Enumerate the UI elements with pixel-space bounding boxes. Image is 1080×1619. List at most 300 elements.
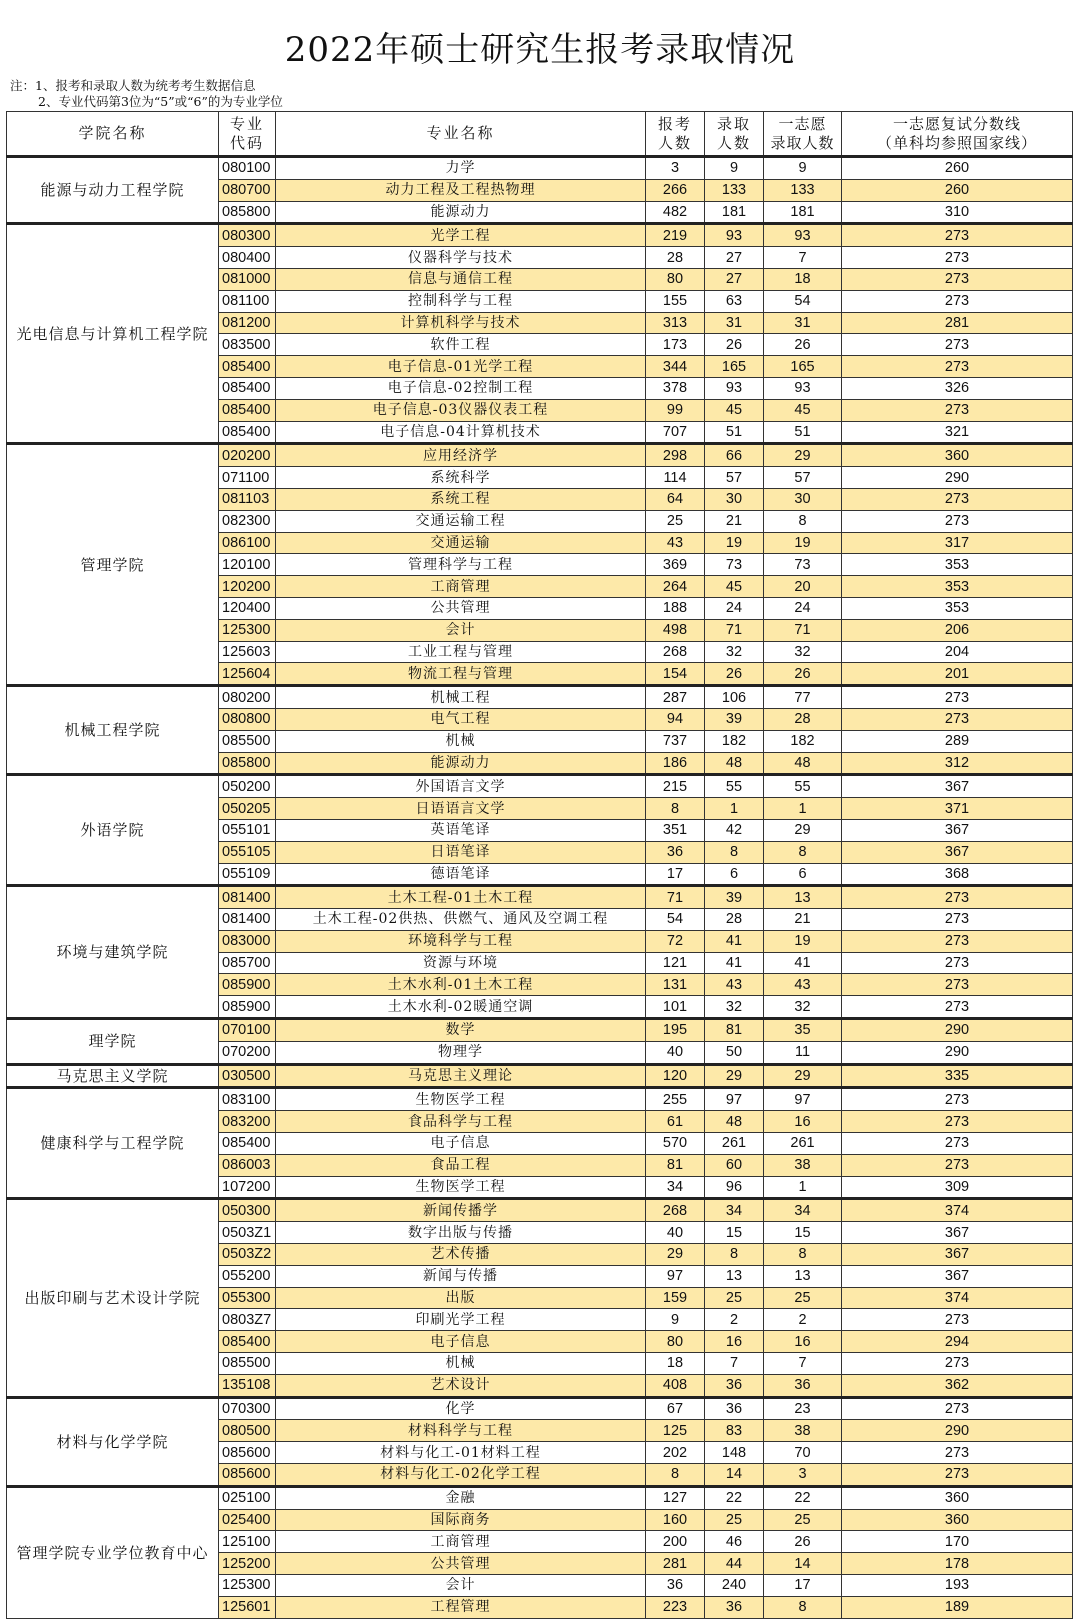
admitted-count: 93: [705, 377, 764, 399]
major-name: 艺术设计: [276, 1374, 646, 1397]
major-name: 土木水利-01土木工程: [276, 974, 646, 996]
admitted-count: 25: [705, 1287, 764, 1309]
applied-count: 131: [646, 974, 705, 996]
major-code: 081200: [219, 312, 276, 334]
applied-count: 120: [646, 1064, 705, 1088]
first-choice-count: 26: [764, 663, 842, 686]
score-line: 273: [842, 510, 1073, 532]
major-name: 工程管理: [276, 1596, 646, 1618]
major-code: 081000: [219, 268, 276, 290]
major-name: 金融: [276, 1486, 646, 1509]
table-row: [7, 1064, 1073, 1088]
first-choice-count: 57: [764, 467, 842, 489]
admitted-count: 34: [705, 1199, 764, 1222]
first-choice-count: 51: [764, 421, 842, 444]
admitted-count: 27: [705, 268, 764, 290]
applied-count: 18: [646, 1353, 705, 1375]
score-line: 260: [842, 157, 1073, 180]
score-line: 273: [842, 952, 1073, 974]
major-code: 050200: [219, 775, 276, 798]
applied-count: 8: [646, 798, 705, 820]
score-line: 321: [842, 421, 1073, 444]
major-name: 光学工程: [276, 224, 646, 247]
score-line: 367: [842, 1222, 1073, 1244]
score-line: 294: [842, 1331, 1073, 1353]
applied-count: 40: [646, 1222, 705, 1244]
major-name: 环境科学与工程: [276, 930, 646, 952]
first-choice-count: 8: [764, 1596, 842, 1618]
major-code: 070200: [219, 1041, 276, 1064]
applied-count: 71: [646, 886, 705, 909]
major-name: 系统科学: [276, 467, 646, 489]
major-name: 新闻与传播: [276, 1265, 646, 1287]
table-row: [7, 1019, 1073, 1042]
first-choice-count: 38: [764, 1420, 842, 1442]
college-group: [7, 886, 1073, 1019]
first-choice-count: 93: [764, 224, 842, 247]
applied-count: 72: [646, 930, 705, 952]
major-code: 071100: [219, 467, 276, 489]
admitted-count: 261: [705, 1133, 764, 1155]
applied-count: 255: [646, 1088, 705, 1111]
admitted-count: 73: [705, 554, 764, 576]
applied-count: 195: [646, 1019, 705, 1042]
first-choice-count: 93: [764, 377, 842, 399]
major-name: 工商管理: [276, 1531, 646, 1553]
admitted-count: 22: [705, 1486, 764, 1509]
admitted-count: 181: [705, 201, 764, 224]
college-name: 外语学院: [7, 775, 219, 886]
table-row: [7, 157, 1073, 180]
first-choice-count: 21: [764, 909, 842, 931]
applied-count: 3: [646, 157, 705, 180]
college-name: 光电信息与计算机工程学院: [7, 224, 219, 444]
admitted-count: 25: [705, 1509, 764, 1531]
major-code: 082300: [219, 510, 276, 532]
admitted-count: 51: [705, 421, 764, 444]
major-name: 日语笔译: [276, 841, 646, 863]
admitted-count: 30: [705, 488, 764, 510]
admitted-count: 63: [705, 290, 764, 312]
score-line: 189: [842, 1596, 1073, 1618]
first-choice-count: 54: [764, 290, 842, 312]
major-code: 083000: [219, 930, 276, 952]
score-line: 273: [842, 974, 1073, 996]
score-line: 368: [842, 863, 1073, 886]
score-line: 273: [842, 886, 1073, 909]
score-line: 273: [842, 1442, 1073, 1464]
admitted-count: 165: [705, 356, 764, 378]
major-code: 080400: [219, 247, 276, 269]
major-name: 电气工程: [276, 708, 646, 730]
major-name: 系统工程: [276, 488, 646, 510]
major-name: 日语语言文学: [276, 798, 646, 820]
first-choice-count: 55: [764, 775, 842, 798]
first-choice-count: 36: [764, 1374, 842, 1397]
applied-count: 298: [646, 444, 705, 467]
major-name: 生物医学工程: [276, 1176, 646, 1199]
table-row: [7, 1088, 1073, 1111]
score-line: 374: [842, 1199, 1073, 1222]
applied-count: 378: [646, 377, 705, 399]
note-line: 2、专业代码第3位为“5”或“6”的为专业学位: [38, 94, 283, 109]
applied-count: 266: [646, 179, 705, 201]
major-code: 125603: [219, 641, 276, 663]
score-line: 260: [842, 179, 1073, 201]
major-name: 生物医学工程: [276, 1088, 646, 1111]
admitted-count: 93: [705, 224, 764, 247]
major-name: 土木水利-02暖通空调: [276, 996, 646, 1019]
major-code: 025100: [219, 1486, 276, 1509]
first-choice-count: 16: [764, 1331, 842, 1353]
admitted-count: 36: [705, 1397, 764, 1420]
score-line: 290: [842, 1041, 1073, 1064]
applied-count: 173: [646, 334, 705, 356]
applied-count: 80: [646, 1331, 705, 1353]
score-line: 367: [842, 1244, 1073, 1266]
score-line: 273: [842, 1397, 1073, 1420]
major-code: 050205: [219, 798, 276, 820]
admitted-count: 9: [705, 157, 764, 180]
college-name: 机械工程学院: [7, 686, 219, 775]
first-choice-count: 182: [764, 730, 842, 752]
major-name: 公共管理: [276, 1553, 646, 1575]
admitted-count: 21: [705, 510, 764, 532]
applied-count: 344: [646, 356, 705, 378]
admitted-count: 19: [705, 532, 764, 554]
first-choice-count: 70: [764, 1442, 842, 1464]
admitted-count: 14: [705, 1464, 764, 1487]
score-line: 281: [842, 312, 1073, 334]
major-code: 085700: [219, 952, 276, 974]
first-choice-count: 8: [764, 1244, 842, 1266]
major-name: 材料与化工-02化学工程: [276, 1464, 646, 1487]
major-name: 软件工程: [276, 334, 646, 356]
admitted-count: 71: [705, 619, 764, 641]
major-code: 086003: [219, 1154, 276, 1176]
major-code: 085800: [219, 201, 276, 224]
first-choice-count: 24: [764, 597, 842, 619]
score-line: 273: [842, 290, 1073, 312]
major-code: 0503Z1: [219, 1222, 276, 1244]
major-code: 085500: [219, 730, 276, 752]
score-line: 312: [842, 752, 1073, 775]
applied-count: 34: [646, 1176, 705, 1199]
admitted-count: 96: [705, 1176, 764, 1199]
first-choice-count: 41: [764, 952, 842, 974]
college-group: [7, 1397, 1073, 1486]
major-code: 080500: [219, 1420, 276, 1442]
major-name: 电子信息-03仪器仪表工程: [276, 399, 646, 421]
score-line: 193: [842, 1575, 1073, 1597]
applied-count: 125: [646, 1420, 705, 1442]
major-name: 数字出版与传播: [276, 1222, 646, 1244]
major-name: 材料科学与工程: [276, 1420, 646, 1442]
score-line: 273: [842, 399, 1073, 421]
major-name: 印刷光学工程: [276, 1309, 646, 1331]
score-line: 273: [842, 224, 1073, 247]
admitted-count: 15: [705, 1222, 764, 1244]
header-major: 专业名称: [276, 112, 646, 157]
first-choice-count: 9: [764, 157, 842, 180]
admitted-count: 29: [705, 1064, 764, 1088]
major-code: 055300: [219, 1287, 276, 1309]
college-name: 管理学院: [7, 444, 219, 686]
college-group: [7, 1064, 1073, 1088]
first-choice-count: 32: [764, 641, 842, 663]
first-choice-count: 31: [764, 312, 842, 334]
admitted-count: 182: [705, 730, 764, 752]
first-choice-count: 8: [764, 510, 842, 532]
major-name: 力学: [276, 157, 646, 180]
major-name: 电子信息-01光学工程: [276, 356, 646, 378]
first-choice-count: 35: [764, 1019, 842, 1042]
score-line: 360: [842, 1486, 1073, 1509]
admitted-count: 13: [705, 1265, 764, 1287]
score-line: 273: [842, 996, 1073, 1019]
major-code: 050300: [219, 1199, 276, 1222]
applied-count: 28: [646, 247, 705, 269]
major-code: 030500: [219, 1064, 276, 1088]
applied-count: 94: [646, 708, 705, 730]
major-name: 会计: [276, 1575, 646, 1597]
major-name: 新闻传播学: [276, 1199, 646, 1222]
table-row: [7, 444, 1073, 467]
admitted-count: 81: [705, 1019, 764, 1042]
applied-count: 54: [646, 909, 705, 931]
major-name: 公共管理: [276, 597, 646, 619]
first-choice-count: 261: [764, 1133, 842, 1155]
applied-count: 264: [646, 576, 705, 598]
first-choice-count: 97: [764, 1088, 842, 1111]
table-row: [7, 1397, 1073, 1420]
major-code: 055101: [219, 819, 276, 841]
major-code: 085500: [219, 1353, 276, 1375]
applied-count: 8: [646, 1464, 705, 1487]
major-code: 0803Z7: [219, 1309, 276, 1331]
score-line: 367: [842, 775, 1073, 798]
applied-count: 36: [646, 841, 705, 863]
first-choice-count: 16: [764, 1111, 842, 1133]
score-line: 273: [842, 488, 1073, 510]
major-name: 土木工程-02供热、供燃气、通风及空调工程: [276, 909, 646, 931]
college-group: [7, 157, 1073, 224]
major-code: 085900: [219, 974, 276, 996]
score-line: 273: [842, 356, 1073, 378]
major-name: 数学: [276, 1019, 646, 1042]
first-choice-count: 1: [764, 1176, 842, 1199]
major-code: 025400: [219, 1509, 276, 1531]
major-code: 055105: [219, 841, 276, 863]
applied-count: 215: [646, 775, 705, 798]
header-admitted: 录取 人数: [705, 112, 764, 157]
major-name: 控制科学与工程: [276, 290, 646, 312]
college-name: 环境与建筑学院: [7, 886, 219, 1019]
score-line: 201: [842, 663, 1073, 686]
score-line: 309: [842, 1176, 1073, 1199]
applied-count: 97: [646, 1265, 705, 1287]
first-choice-count: 22: [764, 1486, 842, 1509]
college-group: [7, 775, 1073, 886]
score-line: 367: [842, 1265, 1073, 1287]
major-name: 英语笔译: [276, 819, 646, 841]
score-line: 204: [842, 641, 1073, 663]
score-line: 290: [842, 1420, 1073, 1442]
first-choice-count: 29: [764, 444, 842, 467]
admitted-count: 44: [705, 1553, 764, 1575]
major-name: 工业工程与管理: [276, 641, 646, 663]
admitted-count: 133: [705, 179, 764, 201]
applied-count: 81: [646, 1154, 705, 1176]
major-code: 055200: [219, 1265, 276, 1287]
applied-count: 114: [646, 467, 705, 489]
college-name: 理学院: [7, 1019, 219, 1065]
first-choice-count: 6: [764, 863, 842, 886]
first-choice-count: 1: [764, 798, 842, 820]
score-line: 273: [842, 1154, 1073, 1176]
score-line: 273: [842, 334, 1073, 356]
major-name: 土木工程-01土木工程: [276, 886, 646, 909]
score-line: 273: [842, 686, 1073, 709]
first-choice-count: 28: [764, 708, 842, 730]
admitted-count: 48: [705, 1111, 764, 1133]
applied-count: 80: [646, 268, 705, 290]
major-code: 080200: [219, 686, 276, 709]
first-choice-count: 181: [764, 201, 842, 224]
score-line: 273: [842, 1464, 1073, 1487]
applied-count: 155: [646, 290, 705, 312]
first-choice-count: 20: [764, 576, 842, 598]
score-line: 273: [842, 708, 1073, 730]
first-choice-count: 7: [764, 247, 842, 269]
score-line: 290: [842, 467, 1073, 489]
score-line: 335: [842, 1064, 1073, 1088]
admitted-count: 46: [705, 1531, 764, 1553]
college-name: 材料与化学学院: [7, 1397, 219, 1486]
admitted-count: 41: [705, 930, 764, 952]
applied-count: 160: [646, 1509, 705, 1531]
applied-count: 200: [646, 1531, 705, 1553]
first-choice-count: 133: [764, 179, 842, 201]
admitted-count: 50: [705, 1041, 764, 1064]
first-choice-count: 7: [764, 1353, 842, 1375]
applied-count: 482: [646, 201, 705, 224]
first-choice-count: 26: [764, 334, 842, 356]
major-code: 125604: [219, 663, 276, 686]
major-name: 电子信息-04计算机技术: [276, 421, 646, 444]
applied-count: 101: [646, 996, 705, 1019]
applied-count: 202: [646, 1442, 705, 1464]
applied-count: 188: [646, 597, 705, 619]
major-name: 食品工程: [276, 1154, 646, 1176]
admitted-count: 32: [705, 996, 764, 1019]
applied-count: 127: [646, 1486, 705, 1509]
admitted-count: 39: [705, 886, 764, 909]
score-line: 178: [842, 1553, 1073, 1575]
major-name: 交通运输: [276, 532, 646, 554]
major-code: 085400: [219, 377, 276, 399]
applied-count: 64: [646, 488, 705, 510]
admitted-count: 148: [705, 1442, 764, 1464]
admitted-count: 57: [705, 467, 764, 489]
major-code: 125200: [219, 1553, 276, 1575]
major-name: 交通运输工程: [276, 510, 646, 532]
college-group: [7, 1486, 1073, 1618]
major-code: 085400: [219, 421, 276, 444]
major-code: 020200: [219, 444, 276, 467]
major-code: 086100: [219, 532, 276, 554]
admitted-count: 97: [705, 1088, 764, 1111]
major-code: 080700: [219, 179, 276, 201]
first-choice-count: 30: [764, 488, 842, 510]
admitted-count: 48: [705, 752, 764, 775]
admitted-count: 36: [705, 1374, 764, 1397]
score-line: 273: [842, 1133, 1073, 1155]
score-line: 273: [842, 268, 1073, 290]
college-group: [7, 1199, 1073, 1397]
major-code: 085900: [219, 996, 276, 1019]
admitted-count: 26: [705, 334, 764, 356]
college-group: [7, 1019, 1073, 1065]
note-line: 注：1、报考和录取人数为统考考生数据信息: [10, 78, 256, 93]
major-code: 125300: [219, 619, 276, 641]
applied-count: 570: [646, 1133, 705, 1155]
header-score-line: 一志愿复试分数线 （单科均参照国家线）: [842, 112, 1073, 157]
score-line: 367: [842, 819, 1073, 841]
table-row: [7, 775, 1073, 798]
admitted-count: 6: [705, 863, 764, 886]
score-line: 353: [842, 554, 1073, 576]
admission-table: [6, 111, 1073, 1619]
score-line: 374: [842, 1287, 1073, 1309]
first-choice-count: 32: [764, 996, 842, 1019]
first-choice-count: 19: [764, 532, 842, 554]
score-line: 273: [842, 247, 1073, 269]
admitted-count: 28: [705, 909, 764, 931]
major-code: 080800: [219, 708, 276, 730]
first-choice-count: 19: [764, 930, 842, 952]
major-code: 120200: [219, 576, 276, 598]
applied-count: 159: [646, 1287, 705, 1309]
applied-count: 40: [646, 1041, 705, 1064]
major-code: 083200: [219, 1111, 276, 1133]
applied-count: 287: [646, 686, 705, 709]
applied-count: 408: [646, 1374, 705, 1397]
first-choice-count: 165: [764, 356, 842, 378]
score-line: 273: [842, 1111, 1073, 1133]
score-line: 273: [842, 909, 1073, 931]
applied-count: 43: [646, 532, 705, 554]
applied-count: 281: [646, 1553, 705, 1575]
major-name: 德语笔译: [276, 863, 646, 886]
first-choice-count: 23: [764, 1397, 842, 1420]
first-choice-count: 3: [764, 1464, 842, 1487]
first-choice-count: 29: [764, 819, 842, 841]
applied-count: 313: [646, 312, 705, 334]
major-name: 机械: [276, 1353, 646, 1375]
first-choice-count: 43: [764, 974, 842, 996]
major-code: 080300: [219, 224, 276, 247]
first-choice-count: 15: [764, 1222, 842, 1244]
admitted-count: 41: [705, 952, 764, 974]
applied-count: 99: [646, 399, 705, 421]
admitted-count: 60: [705, 1154, 764, 1176]
major-name: 工商管理: [276, 576, 646, 598]
applied-count: 29: [646, 1244, 705, 1266]
major-name: 能源动力: [276, 201, 646, 224]
applied-count: 17: [646, 863, 705, 886]
applied-count: 369: [646, 554, 705, 576]
